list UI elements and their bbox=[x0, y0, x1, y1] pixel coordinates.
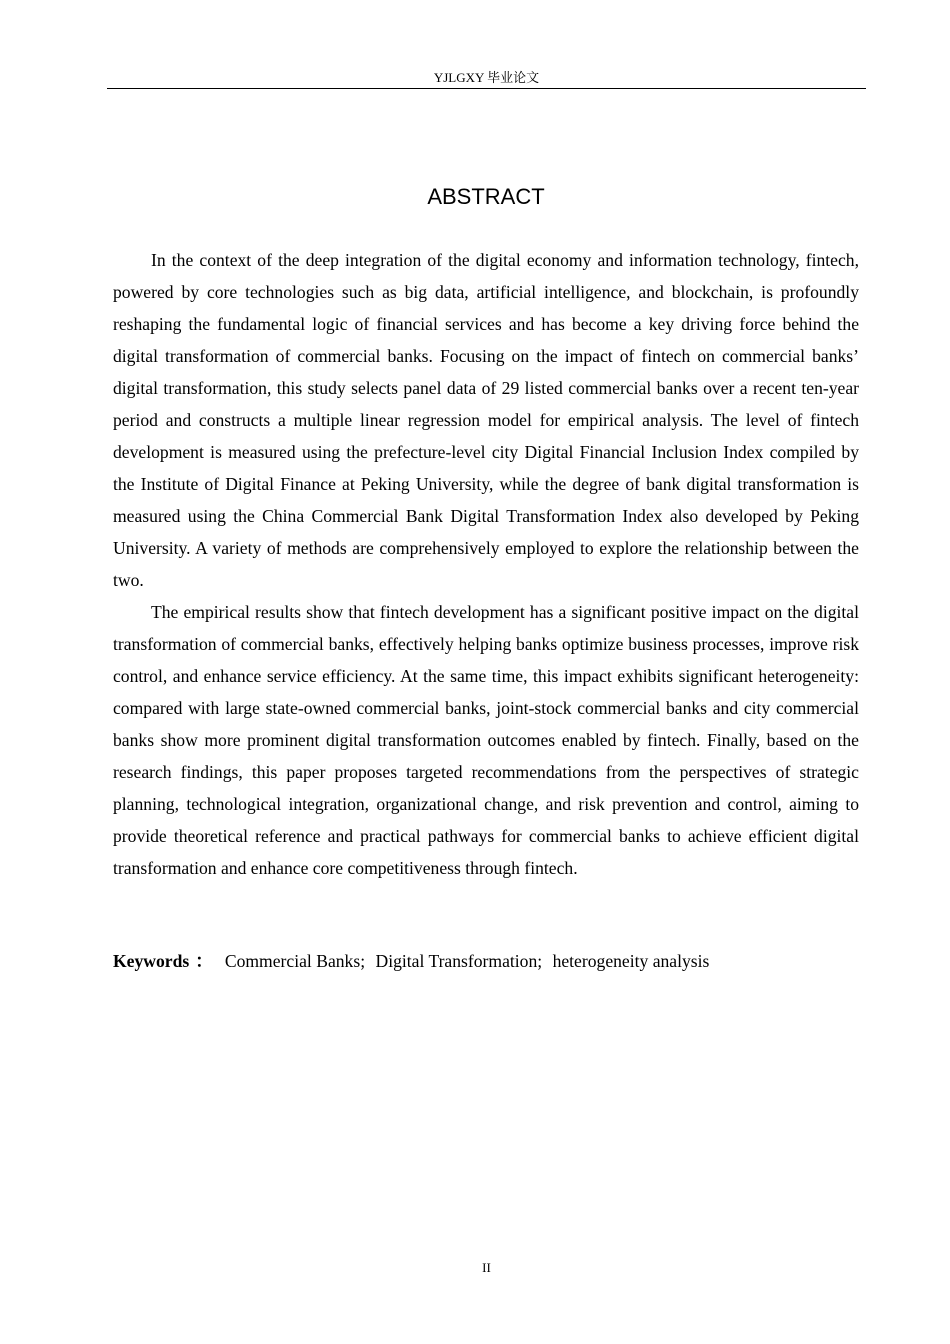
keyword-item: Digital Transformation; bbox=[375, 951, 543, 971]
page-number: II bbox=[482, 1260, 491, 1275]
header-divider bbox=[107, 88, 866, 89]
keyword-item: heterogeneity analysis bbox=[552, 951, 710, 971]
keywords-line bbox=[113, 945, 859, 977]
abstract-body bbox=[113, 244, 859, 884]
running-header: YJLGXY 毕业论文 bbox=[433, 70, 540, 85]
abstract-paragraph-1: In the context of the deep integration of the digital economy and information technology, fintech, powered by core technologies such as big data, artificial intelligence, and blockchain, is profoundly reshaping the fundamental logic of financial services and has become a key driving force behind the digital transformation of commercial banks. Focusing on the impact of fintech on commercial banks’ digital transformation, this study selects panel data of 29 listed commercial banks over a recent ten-year period and constructs a multiple linear regression model for empirical analysis. The level of fintech development is measured using the prefecture-level city Digital Financial Inclusion Index compiled by the Institute of Digital Finance at Peking University, while the degree of bank digital transformation is measured using the China Commercial Bank Digital Transformation Index also developed by Peking University. A variety of methods are comprehensively employed to explore the relationship between the two. bbox=[113, 250, 859, 590]
abstract-title: ABSTRACT bbox=[427, 184, 545, 209]
abstract-paragraph-2: The empirical results show that fintech development has a significant positive impact on the digital transformation of commercial banks, effectively helping banks optimize business processes, improve risk control, and enhance service efficiency. At the same time, this impact exhibits significant heterogeneity: compared with large state-owned commercial banks, joint-stock commercial banks and city commercial banks show more prominent digital transformation outcomes enabled by fintech. Finally, based on the research findings, this paper proposes targeted recommendations from the perspectives of strategic planning, technological integration, organizational change, and risk prevention and control, aiming to provide theoretical reference and practical pathways for commercial banks to achieve efficient digital transformation and enhance core competitiveness through fintech. bbox=[113, 602, 859, 878]
keywords-label: Keywords bbox=[113, 951, 190, 971]
keyword-item: Commercial Banks; bbox=[224, 951, 366, 971]
keywords-colon: ： bbox=[195, 951, 213, 971]
